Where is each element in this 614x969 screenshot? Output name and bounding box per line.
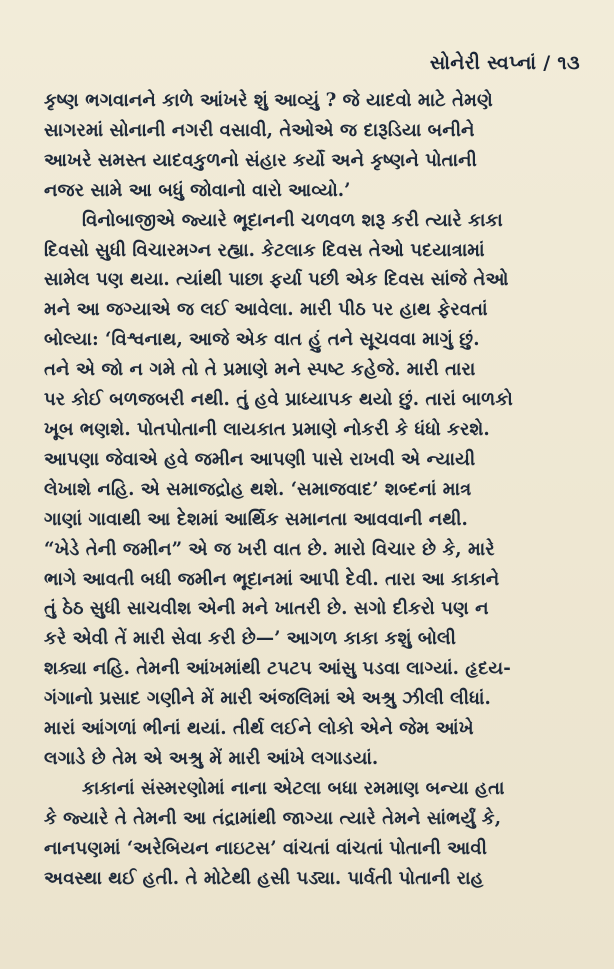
running-header: સોનેરી સ્વપ્નાં / ૧૩ [429,52,580,74]
text-line: નાનપણમાં ‘અરેબિયન નાઇટસ’ વાંચતાં વાંચતાં પોતાની આવી [44,837,487,859]
text-line: આખરે સમસ્ત યાદવકુળનો સંહાર કર્યો અને કૃષ્ણને પોતાની [44,149,477,171]
text-line: મને આ જગ્યાએ જ લઈ આવેલા. મારી પીઠ પર હાથ ફેરવતાં [44,299,488,321]
text-line: ગંગાનો પ્રસાદ ગણીને મેં મારી અંજલિમાં એ અશ્રુ ઝીલી લીધાં. [44,688,491,710]
text-line: ગાણાં ગાવાથી આ દેશમાં આર્થિક સમાનતા આવવાની નથી. [44,508,468,530]
paragraph-2 [44,206,580,774]
text-line: તને એ જો ન ગમે તો તે પ્રમાણે મને સ્પષ્ટ કહેજે. મારી તારા [44,359,476,381]
text-line: શક્યા નહિ. તેમની આંખમાંથી ટપટપ આંસુ પડવા લાગ્યાં. હૃદય- [44,658,511,680]
text-line: નજર સામે આ બધું જોવાનો વારો આવ્યો.’ [44,179,351,201]
text-line: બોલ્યા: ‘વિશ્વનાથ, આજે એક વાત હું તને સૂચવવા માગું છું. [44,329,480,351]
text-line: લેખાશે નહિ. એ સમાજદ્રોહ થશે. ‘સમાજવાદ’ શબ્દનાં માત્ર [44,478,472,500]
text-line: સામેલ પણ થયા. ત્યાંથી પાછા ફર્યા પછી એક દિવસ સાંજે તેઓ [44,269,509,291]
text-line: કાકાનાં સંસ્મરણોમાં નાના એટલા બધા રમમાણ બન્યા હતા [82,777,505,799]
text-line: ખૂબ ભણશે. પોતપોતાની લાયકાત પ્રમાણે નોકરી કે ધંધો કરશે. [44,418,490,440]
text-line: આપણા જેવાએ હવે જમીન આપણી પાસે રાખવી એ ન્યાયી [44,448,476,470]
text-line: સાગરમાં સોનાની નગરી વસાવી, તેઓએ જ દારૂડિયા બનીને [44,119,475,141]
text-line: કરે એવી તેં મારી સેવા કરી છે—’ આગળ કાકા કશું બોલી [44,628,456,650]
body-text [44,86,580,893]
text-line: દિવસો સુધી વિચારમગ્ન રહ્યા. કેટલાક દિવસ તેઓ પદયાત્રામાં [44,239,485,261]
text-line: પર કોઈ બળજબરી નથી. તું હવે પ્રાધ્યાપક થયો છું. તારાં બાળકો [44,389,513,411]
text-line: વિનોબાજીએ જ્યારે ભૂદાનની ચળવળ શરૂ કરી ત્યારે કાકા [82,209,503,231]
text-line: લગાડે છે તેમ એ અશ્રુ મેં મારી આંખે લગાડયાં. [44,747,379,769]
text-line: કે જ્યારે તે તેમની આ તંદ્રામાંથી જાગ્યા ત્યારે તેમને સાંભર્યું કે, [44,807,502,829]
text-line: “ખેડે તેની જમીન” એ જ ખરી વાત છે. મારો વિચાર છે કે, મારે [44,538,495,560]
text-line: કૃષ્ણ ભગવાનને કાળે આંખરે શું આવ્યું ? જે યાદવો માટે તેમણે [44,90,493,111]
text-line: અવસ્થા થઈ હતી. તે મોટેથી હસી પડ્યા. પાર્વતી પોતાની રાહ [44,867,484,889]
paragraph-1 [44,86,580,206]
text-line: તું ઠેઠ સુધી સાચવીશ એની મને ખાતરી છે. સગો દીકરો પણ ન [44,598,489,620]
text-line: ભાગે આવતી બધી જમીન ભૂદાનમાં આપી દેવી. તારા આ કાકાને [44,568,500,590]
text-line: મારાં આંગળાં ભીનાં થયાં. તીર્થ લઈને લોકો એને જેમ આંખે [44,718,474,740]
paragraph-3 [44,774,580,894]
